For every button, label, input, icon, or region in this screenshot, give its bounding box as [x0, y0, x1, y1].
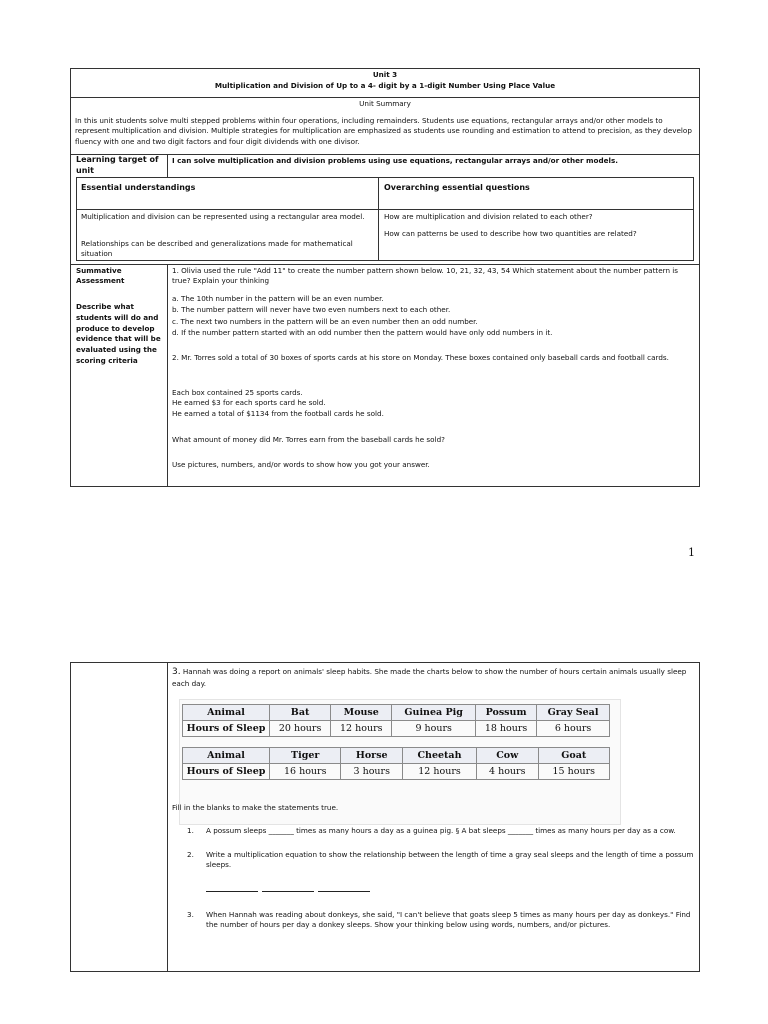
q3-number: 3. [172, 667, 181, 677]
q1-option-a: a. The 10th number in the pattern will be an even number. [172, 294, 384, 303]
essential-questions-heading: Overarching essential questions [384, 183, 530, 192]
table2-hours-5: 15 hours [538, 764, 609, 780]
sleep-table-2 [182, 747, 610, 780]
equation-blank-3[interactable] [318, 891, 370, 892]
q1-option-d: d. If the number pattern started with an odd number then the pattern would have only odd numbers in it. [172, 328, 553, 338]
item-3-text: When Hannah was reading about donkeys, she said, "I can't believe that goats sleep 5 times as many hours per day as donkeys." Find the number of hours per day a donkey sleeps. Show your thinking below using words, numbers, and/or pictures. [206, 910, 691, 930]
learning-target-label: Learning target of unit [76, 155, 159, 175]
unit-number: Unit 3 [372, 70, 398, 79]
q2-fact-2: He earned $3 for each sports card he sold. [172, 398, 326, 408]
q1-option-c: c. The next two numbers in the pattern will be an even number then an odd number. [172, 316, 478, 326]
learning-target-text: I can solve multiplication and division problems using use equations, rectangular arrays and/or other models. [172, 156, 618, 165]
item-3-number: 3. [187, 910, 194, 919]
unit-plan-table [70, 68, 700, 487]
table1-animal-header: Animal [183, 705, 270, 721]
sleep-table-1 [182, 704, 610, 737]
essential-understandings-heading: Essential understandings [81, 183, 196, 192]
q1-option-b: b. The number pattern will never have two even numbers next to each other. [172, 305, 451, 315]
item-2-text: Write a multiplication equation to show the relationship between the length of time a gray seal sleeps and the length of time a possum sleeps. [206, 850, 694, 870]
table2-hours-header: Hours of Sleep [183, 764, 270, 780]
table2-hours-3: 12 hours [403, 764, 477, 780]
equation-blanks [206, 885, 406, 895]
q2-instruction: Use pictures, numbers, and/or words to show how you got your answer. [172, 460, 430, 469]
table2-animal-1: Tiger [270, 748, 341, 764]
table1-animal-3: Guinea Pig [392, 705, 476, 721]
summative-label: Summative Assessment [76, 266, 125, 286]
table1-animal-1: Bat [270, 705, 331, 721]
table2-hours-2: 3 hours [341, 764, 403, 780]
table1-animal-2: Mouse [331, 705, 392, 721]
item-2-number: 2. [187, 850, 194, 859]
table2-animal-header: Animal [183, 748, 270, 764]
q2-facts [172, 388, 696, 419]
table1-hours-header: Hours of Sleep [183, 721, 270, 737]
table1-hours-3: 9 hours [392, 721, 476, 737]
table2-hours-4: 4 hours [476, 764, 538, 780]
item-1-text: A possum sleeps _______ times as many hours a day as a guinea pig. § A bat sleeps _______ times as many hours per day as a cow. [206, 826, 676, 835]
equation-blank-1[interactable] [206, 891, 258, 892]
q2-fact-3: He earned a total of $1134 from the football cards he sold. [172, 408, 384, 418]
q2-prompt: 2. Mr. Torres sold a total of 30 boxes of sports cards at his store on Monday. These boxes contained only baseball cards and football cards. [172, 353, 669, 362]
table1-hours-1: 20 hours [270, 721, 331, 737]
question-3-table [70, 662, 700, 972]
unit-title: Multiplication and Division of Up to a 4- digit by a 1-digit Number Using Place Value [214, 81, 556, 90]
unit-summary-label: Unit Summary [359, 99, 411, 108]
question-2: How can patterns be used to describe how two quantities are related? [384, 229, 637, 238]
q3-prompt-text: Hannah was doing a report on animals' sleep habits. She made the charts below to show the number of hours certain animals usually sleep each day. [172, 667, 687, 689]
item-1-number: 1. [187, 826, 194, 835]
table1-animal-4: Possum [475, 705, 536, 721]
q3-prompt [172, 666, 696, 689]
table2-animal-3: Cheetah [403, 748, 477, 764]
table1-hours-5: 6 hours [537, 721, 610, 737]
table2-hours-1: 16 hours [270, 764, 341, 780]
essential-box [76, 177, 694, 261]
understanding-2: Relationships can be described and generalizations made for mathematical situation [81, 239, 353, 259]
q2-question: What amount of money did Mr. Torres earn from the baseball cards he sold? [172, 435, 445, 444]
page-number: 1 [688, 546, 695, 559]
summative-description: Describe what students will do and produce to develop evidence that will be evaluated using the scoring criteria [76, 302, 161, 365]
q1-options [172, 294, 696, 340]
equation-blank-2[interactable] [262, 891, 314, 892]
fill-instruction: Fill in the blanks to make the statements true. [172, 803, 339, 812]
table1-hours-4: 18 hours [475, 721, 536, 737]
table2-animal-2: Horse [341, 748, 403, 764]
q1-prompt: 1. Olivia used the rule "Add 11" to create the number pattern shown below. 10, 21, 32, 43, 54 Which statement about the number pattern is true? Explain your thinking [172, 266, 679, 286]
table2-animal-4: Cow [476, 748, 538, 764]
q2-fact-1: Each box contained 25 sports cards. [172, 388, 303, 397]
table1-hours-2: 12 hours [331, 721, 392, 737]
understanding-1: Multiplication and division can be represented using a rectangular area model. [81, 212, 365, 221]
unit-summary-text: In this unit students solve multi stepped problems within four operations, including remainders. Students use equations, rectangular arrays and/or other models to represent multiplication and division. Multiple strategies for multiplication are emphasized as students use rounding and estimation to attend to precision, as they develop fluency with one and two digit factors and four digit dividends with one divisor. [75, 116, 692, 146]
table1-animal-5: Gray Seal [537, 705, 610, 721]
question-1: How are multiplication and division related to each other? [384, 212, 593, 221]
table2-animal-5: Goat [538, 748, 609, 764]
